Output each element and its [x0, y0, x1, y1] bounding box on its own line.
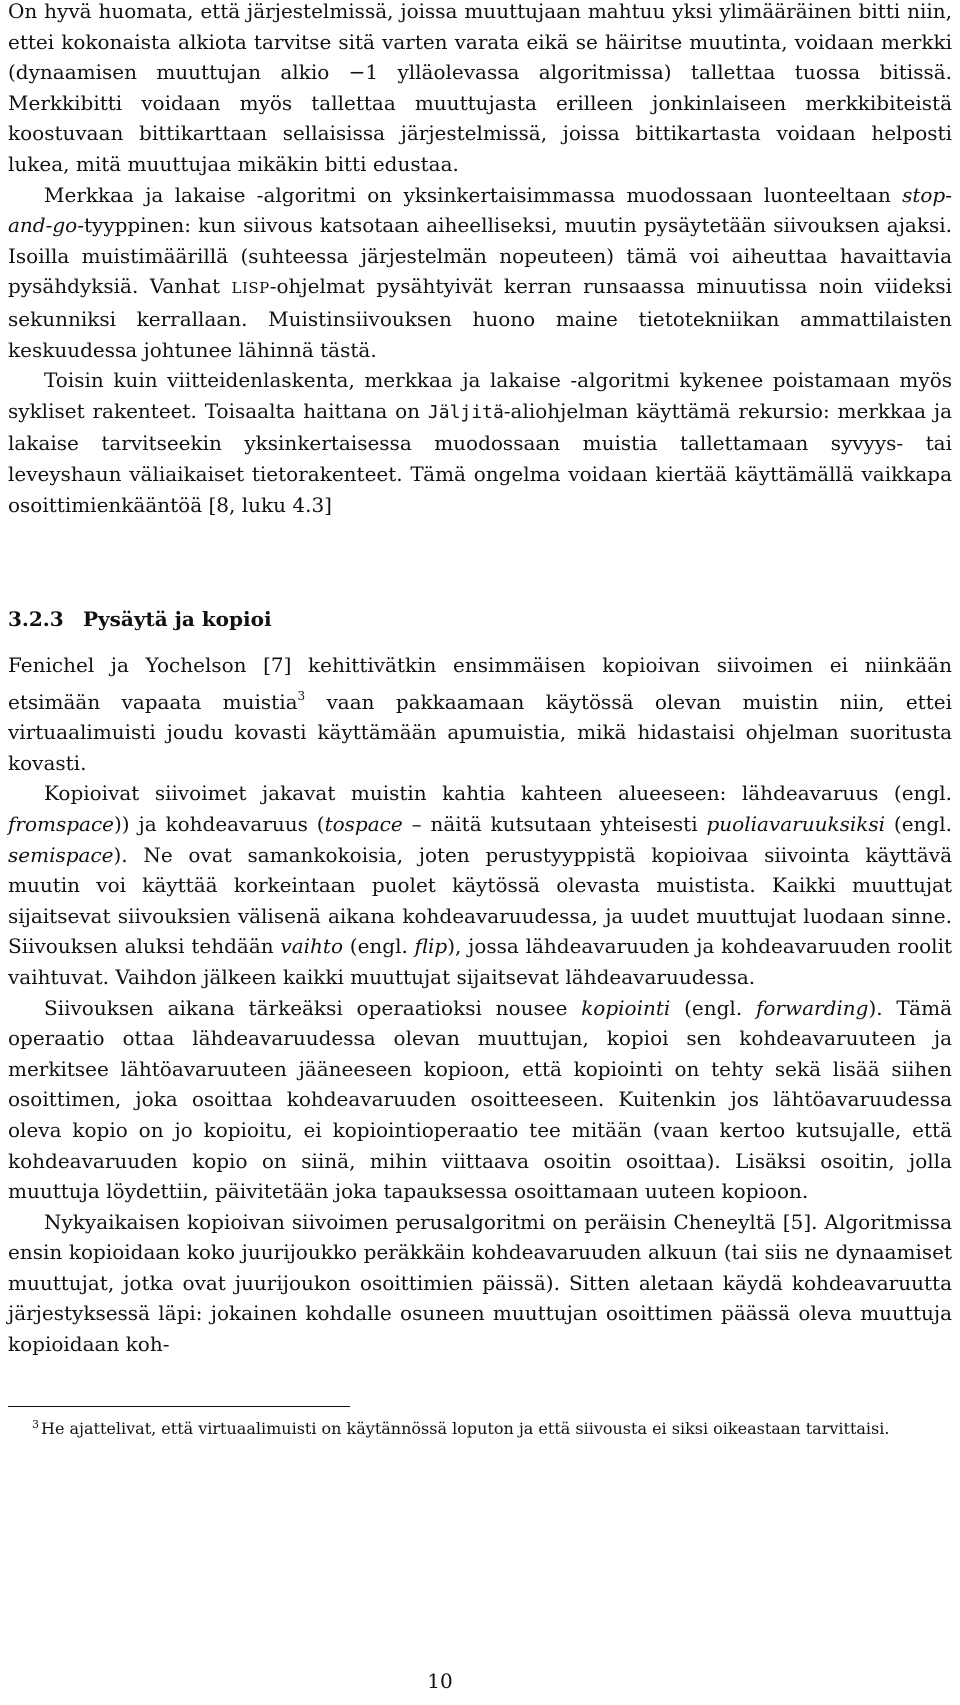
- footnote-divider: [8, 1406, 350, 1407]
- paragraph-text: -tyyppinen: kun siivous katsotaan aiheelliseksi, muutin pysäytetään siivouksen ajaksi. Isoilla muistimäärillä (suhteessa järjestelmän nopeuteen) tämä voi aiheuttaa havaittavia pysähdyksiä. Vanhat: [8, 213, 952, 299]
- paragraph-text: -ohjelmat pysähtyivät kerran runsaassa minuutissa noin viideksi sekunniksi kerrallaan. Muistinsiivouksen huono maine tietotekniikan ammattilaisten keskuudessa johtunee lähinnä tästä.: [8, 274, 952, 362]
- italic-term: flip: [414, 934, 448, 959]
- section-heading: [8, 604, 952, 634]
- italic-term: puoliavaruuksiksi: [706, 811, 886, 836]
- paragraph-text: Kopioivat siivoimet jakavat muistin kahtia kahteen alueeseen: lähdeavaruus (engl.: [44, 781, 952, 806]
- paragraph-text: (engl.: [670, 995, 756, 1020]
- paragraph-text: (engl.: [343, 934, 415, 959]
- paragraph-text: (engl.: [885, 811, 952, 836]
- code-term: Jäljitä: [427, 401, 504, 423]
- paragraph: [8, 365, 952, 520]
- section-number: 3.2.3: [8, 607, 64, 631]
- italic-term: semispace: [8, 842, 114, 867]
- paragraph-text: On hyvä huomata, että järjestelmissä, joissa muuttujaan mahtuu yksi ylimääräinen bitti niin, ettei kokonaista alkiota tarvitse sitä varten varata eikä se häiritse muutinta, voidaan merkki (dynaamisen muuttujan alkio −1 ylläolevassa algoritmissa) tallettaa tuossa bitissä. Merkkibitti voidaan myös tallettaa muuttujasta erilleen jonkinlaiseen merkkibiteistä koostuvaan bittikarttaan sellaisissa järjestelmissä, joissa bittikartasta voidaan helposti lukea, mitä muuttujaa mikäkin bitti edustaa.: [8, 0, 952, 176]
- paragraph-text: )) ja kohdeavaruus (: [114, 811, 325, 836]
- paragraph: [8, 180, 952, 366]
- top-text-block: [8, 0, 952, 520]
- footnote: [8, 1413, 952, 1441]
- paragraph-text: ). Ne ovat samankokoisia, joten perustyyppistä kopioivaa siivointa käyttävä muutin voi käyttää korkeintaan puolet käytössä olevasta muistista. Kaikki muuttujat sijaitsevat siivouksien välisenä aikana kohdeavaruudessa, ja uudet muuttujat luodaan sinne. Siivouksen aluksi tehdään: [8, 842, 952, 959]
- footnote-reference: 3: [297, 688, 306, 703]
- paragraph-text: ). Tämä operaatio ottaa lähdeavaruudessa olevan muuttujan, kopioi sen kohdeavaruuteen ja merkitsee lähtöavaruuteen jääneeseen kopioon, että kopiointi on tehty sekä lisää siihen osoittimen, joka osoittaa kohdeavaruuden osoitteeseen. Kuitenkin jos lähtöavaruudessa oleva kopio on jo kopioitu, ei kopiointioperaatio tee mitään (vaan kertoo kutsujalle, että kohdeavaruuden kopio on siinä, mihin viittaava osoitin osoittaa). Lisäksi osoitin, jolla muuttuja löydettiin, päivitetään joka tapauksessa osoittamaan uuteen kopioon.: [8, 995, 952, 1204]
- small-caps-term: LISP: [231, 279, 270, 298]
- italic-term: kopiointi: [581, 995, 671, 1020]
- footnote-mark: 3: [32, 1418, 39, 1431]
- paragraph: [8, 778, 952, 992]
- paragraph-text: Merkkaa ja lakaise -algoritmi on yksinkertaisimmassa muodossaan luonteeltaan: [44, 182, 903, 207]
- paragraph: [8, 993, 952, 1207]
- section-title: Pysäytä ja kopioi: [83, 607, 272, 631]
- italic-term: forwarding: [755, 995, 869, 1020]
- italic-term: fromspace: [8, 811, 114, 836]
- italic-term: vaihto: [280, 934, 343, 959]
- paragraph-text: Toisin kuin viitteidenlaskenta, merkkaa ja lakaise -algoritmi kykenee poistamaan myös sykliset rakenteet. Toisaalta haittana on: [8, 368, 952, 423]
- paragraph-text: -aliohjelman käyttämä rekursio: merkkaa ja lakaise tarvitseekin yksinkertaisessa muodossaan muistia tallettamaan syvyys- tai leveyshaun väliaikaiset tietorakenteet. Tämä ongelma voidaan kiertää käyttämällä vaikkapa osoittimienkääntöä [8, luku 4.3]: [8, 398, 952, 517]
- italic-term: stop-and-go: [8, 182, 952, 238]
- paragraph: [8, 650, 952, 778]
- page-number: 10: [427, 1669, 453, 1693]
- paragraph: [8, 1207, 952, 1360]
- paragraph-text: Nykyaikaisen kopioivan siivoimen perusalgoritmi on peräisin Cheneyltä [5]. Algoritmissa ensin kopioidaan koko juurijoukko peräkkäin kohdeavaruuden alkuun (tai siis ne dynaamiset muuttujat, jotka ovat juurijoukon osoittimien päissä). Sitten aletaan käydä kohdeavaruutta järjestyksessä läpi: jokainen kohdalle osuneen muuttujan osoittimen päässä oleva muuttuja kopioidaan koh-: [8, 1209, 952, 1357]
- paragraph-text: vaan pakkaamaan käytössä olevan muistin niin, ettei virtuaalimuisti joudu kovasti käyttämään apumuistia, mikä hidastaisi ohjelman suoritusta kovasti.: [8, 689, 952, 775]
- paragraph-text: – näitä kutsutaan yhteisesti: [402, 811, 707, 836]
- paragraph: [8, 0, 952, 180]
- paragraph-text: Fenichel ja Yochelson [7] kehittivätkin ensimmäisen kopioivan siivoimen ei niinkään etsimään vapaata muistia: [8, 653, 952, 714]
- italic-term: tospace: [324, 811, 403, 836]
- paragraph-text: ), jossa lähdeavaruuden ja kohdeavaruuden roolit vaihtuvat. Vaihdon jälkeen kaikki muuttujat sijaitsevat lähdeavaruudessa.: [8, 934, 953, 989]
- paragraph-text: Siivouksen aikana tärkeäksi operaatioksi nousee: [44, 995, 582, 1020]
- footnote-text: He ajattelivat, että virtuaalimuisti on käytännössä loputon ja että siivousta ei siksi oikeastaan tarvittaisi.: [41, 1419, 890, 1438]
- section-text-block: [8, 650, 952, 1360]
